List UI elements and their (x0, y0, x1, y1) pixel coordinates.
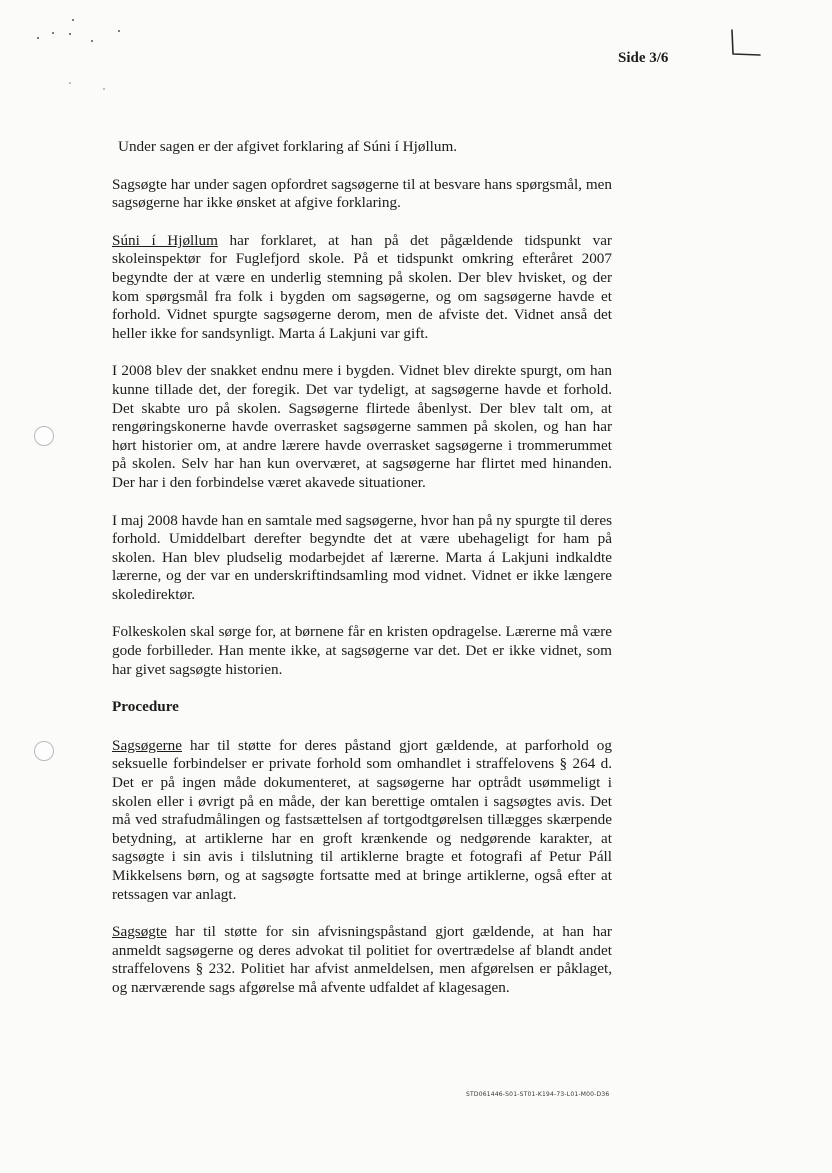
paragraph-text: har forklaret, at han på det pågældende tidspunkt var skoleinspektør for Fuglefjord skole. På et tidspunkt omkring efteråret 2007 begyndte der at være en underlig stemning på skolen. Der blev hvisket, og der kom spørgsmål fra folk i bygden om sagsøgerne, og om sagsøgerne havde et forhold. Vidnet spurgte sagsøgerne derom, men de afviste det. Vidnet anså det heller ikke for sandsynligt. Marta á Lakjuni var gift. (112, 231, 612, 342)
corner-mark-icon (728, 28, 762, 60)
page-number: Side 3/6 (618, 50, 669, 66)
paragraph-defendant-argument (112, 923, 612, 997)
paragraph-plaintiffs-argument (112, 737, 612, 904)
paragraph-text: har til støtte for deres påstand gjort gældende, at parforhold og seksuelle forbindelser er private forhold som omhandlet i straffelovens § 264 d. Det er på ingen måde dokumenteret, at sagsøgerne har optrådt usømmeligt i skolen eller i øvrigt på en måde, der kan berettige omtalen i sagsøgtes avis. Det må ved strafudmålingen og fastsættelsen af tortgodtgørelsen tillægges skærpende betydning, at artiklerne har en groft krænkende og nedgørende karakter, at sagsøgte i sin avis i tilslutning til artiklerne bragte et fotografi af Petur Páll Mikkelsens børn, og at sagsøgte fortsatte med at bringe artiklerne, også efter at retssagen var anlagt. (112, 736, 612, 903)
paragraph-2008-rumors: I 2008 blev der snakket endnu mere i bygden. Vidnet blev direkte spurgt, om han kunne tillade det, der foregik. Det var tydeligt, at sagsøgerne havde et forhold. Det skabte uro på skolen. Sagsøgerne flirtede åbenlyst. Der blev talt om, at rengøringskonerne havde overrasket sagsøgerne sammen på skolen, og han har hørt historier om, at andre lærere havde overrasket sagsøgerne i trommerummet på skolen. Selv har han kun overværet, at sagsøgerne har flirtet med hinanden. Der har i den forbindelse været akavede situationer. (112, 362, 612, 491)
document-body (112, 138, 612, 1017)
plaintiffs-label: Sagsøgerne (112, 736, 183, 754)
paragraph-witness-testimony (112, 232, 612, 344)
witness-name: Súni í Hjøllum (112, 231, 218, 249)
punch-hole-lower (34, 741, 54, 761)
paragraph-witness-statement: Under sagen er der afgivet forklaring af Súni í Hjøllum. (118, 138, 458, 155)
punch-hole-upper (34, 426, 54, 446)
document-code: STD061446-S01-ST01-K194-73-L01-M00-D36 (466, 1091, 610, 1098)
section-heading: Procedure (112, 698, 179, 716)
paragraph-school-values: Folkeskolen skal sørge for, at børnene får en kristen opdragelse. Lærerne må være gode forbilleder. Han mente ikke, at sagsøgerne var det. Det er ikke vidnet, som har givet sagsøgte historien. (112, 623, 612, 678)
paragraph-may-2008: I maj 2008 havde han en samtale med sagsøgerne, hvor han på ny spurgte til deres forhold. Umiddelbart derefter begyndte det at være ubehageligt for ham på skolen. Han blev pludselig modarbejdet af lærerne. Marta á Lakjuni indkaldte lærerne, og der var en underskriftindsamling mod vidnet. Vidnet er ikke længere skoledirektør. (112, 511, 612, 603)
paragraph-text: har til støtte for sin afvisningspåstand gjort gældende, at han har anmeldt sagsøgerne og deres advokat til politiet for overtrædelse af blandt andet straffelovens § 232. Politiet har afvist anmeldelsen, men afgørelsen er påklaget, og nærværende sags afgørelse må afvente udfaldet af klagesagen. (112, 923, 612, 996)
defendant-label: Sagsøgte (112, 923, 167, 941)
paragraph-defendant-request: Sagsøgte har under sagen opfordret sagsøgerne til at besvare hans spørgsmål, men sagsøgerne har ikke ønsket at afgive forklaring. (112, 175, 612, 212)
scan-specks (0, 0, 140, 100)
